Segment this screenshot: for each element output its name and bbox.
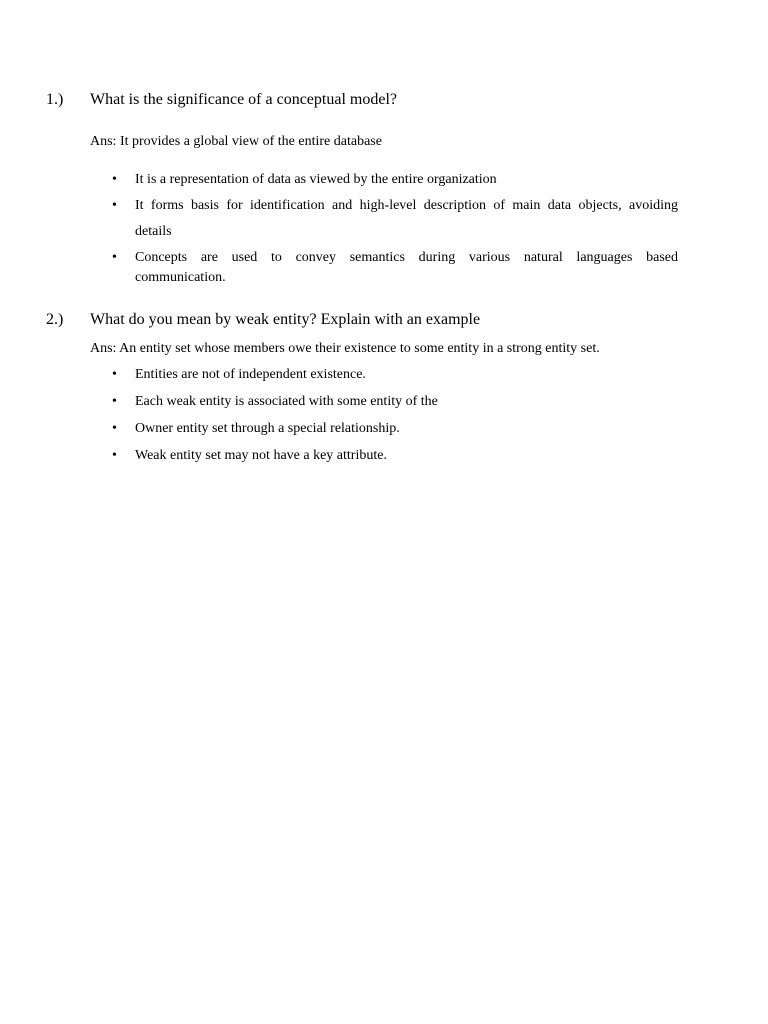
question-1-answer: Ans: It provides a global view of the entire database: [90, 134, 382, 149]
question-2-number: 2.): [46, 311, 64, 328]
bullet-marker: •: [112, 421, 117, 436]
question-1-bullet-3-line-1: Concepts are used to convey semantics during various natural languages based: [135, 250, 678, 265]
question-2-bullet-1: Entities are not of independent existence.: [135, 367, 366, 382]
bullet-marker: •: [112, 367, 117, 382]
bullet-marker: •: [112, 394, 117, 409]
question-2-text: What do you mean by weak entity? Explain with an example: [90, 311, 481, 328]
question-1-text: What is the significance of a conceptual model?: [90, 91, 397, 108]
question-2-bullet-2: Each weak entity is associated with some entity of the: [135, 394, 438, 409]
question-1-bullet-1: It is a representation of data as viewed by the entire organization: [135, 172, 497, 187]
question-2-answer: Ans: An entity set whose members owe their existence to some entity in a strong entity set.: [90, 341, 600, 356]
bullet-marker: •: [112, 198, 117, 213]
bullet-marker: •: [112, 448, 117, 463]
question-1-bullet-3-line-2: communication.: [135, 270, 226, 285]
question-2-bullet-3: Owner entity set through a special relationship.: [135, 421, 400, 436]
question-1-bullet-2-line-1: It forms basis for identification and high-level description of main data objects, avoiding: [135, 198, 678, 213]
question-1-bullet-2-line-2: details: [135, 224, 172, 239]
bullet-marker: •: [112, 250, 117, 265]
bullet-marker: •: [112, 172, 117, 187]
question-1-number: 1.): [46, 91, 64, 108]
question-2-bullet-4: Weak entity set may not have a key attribute.: [135, 448, 387, 463]
